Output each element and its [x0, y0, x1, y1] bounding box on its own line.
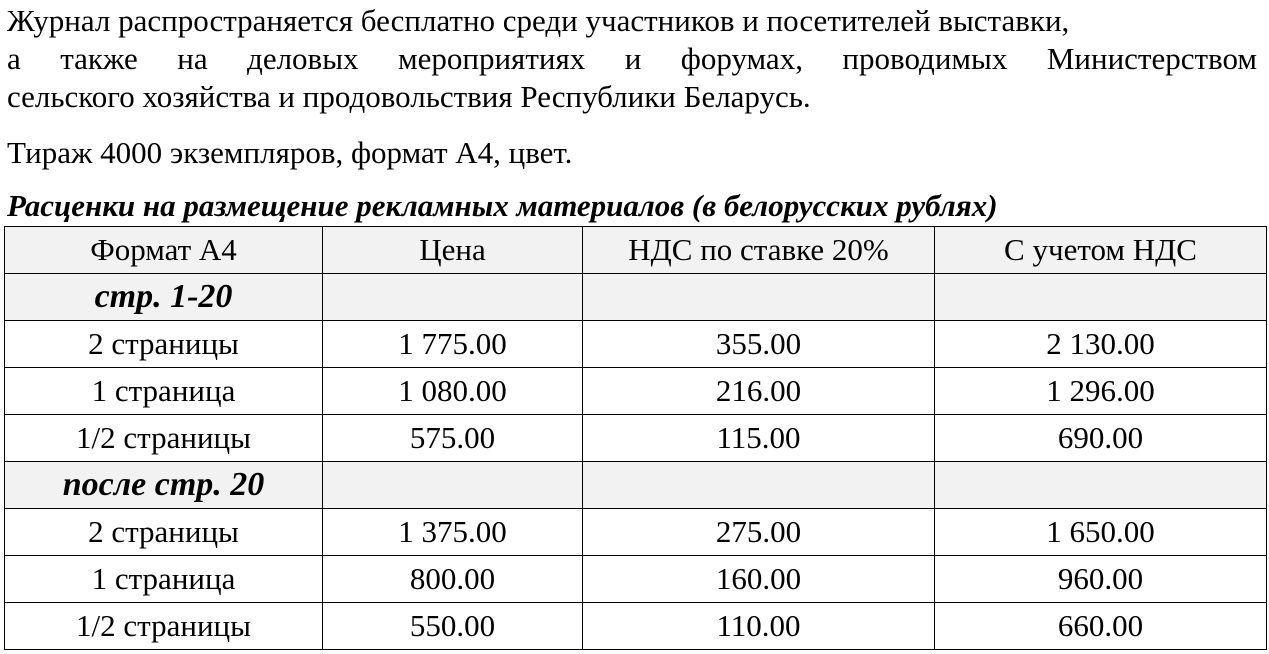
cell-total: 2 130.00	[935, 321, 1267, 368]
cell-vat: 216.00	[583, 368, 935, 415]
table-title: Расценки на размещение рекламных материалов (в белорусских рублях)	[7, 188, 998, 223]
cell-format: 1/2 страницы	[5, 415, 323, 462]
circulation-text: Тираж 4000 экземпляров, формат А4, цвет.	[7, 135, 573, 170]
cell-total: 1 296.00	[935, 368, 1267, 415]
intro-paragraph	[7, 2, 1257, 116]
cell-vat: 110.00	[583, 603, 935, 650]
table-row	[5, 368, 1267, 415]
section-label: стр. 1-20	[5, 274, 323, 321]
price-table	[4, 226, 1267, 650]
header-vat: НДС по ставке 20%	[583, 227, 935, 274]
section-empty-cell	[323, 274, 583, 321]
intro-line-1: Журнал распространяется бесплатно среди участников и посетителей выставки,	[7, 3, 1070, 38]
table-row	[5, 556, 1267, 603]
section-empty-cell	[935, 274, 1267, 321]
table-row	[5, 509, 1267, 556]
cell-price: 1 375.00	[323, 509, 583, 556]
intro-line-2: а также на деловых мероприятиях и форумах, проводимых Министерством	[7, 41, 1257, 76]
cell-price: 1 080.00	[323, 368, 583, 415]
cell-price: 550.00	[323, 603, 583, 650]
cell-total: 690.00	[935, 415, 1267, 462]
cell-format: 1 страница	[5, 368, 323, 415]
cell-vat: 275.00	[583, 509, 935, 556]
cell-price: 1 775.00	[323, 321, 583, 368]
cell-vat: 355.00	[583, 321, 935, 368]
header-price: Цена	[323, 227, 583, 274]
cell-vat: 160.00	[583, 556, 935, 603]
cell-total: 660.00	[935, 603, 1267, 650]
table-row	[5, 321, 1267, 368]
intro-line-3: сельского хозяйства и продовольствия Республики Беларусь.	[7, 79, 811, 114]
header-format: Формат А4	[5, 227, 323, 274]
cell-format: 1/2 страницы	[5, 603, 323, 650]
section-empty-cell	[583, 274, 935, 321]
cell-price: 800.00	[323, 556, 583, 603]
section-row-after-page-20	[5, 462, 1267, 509]
cell-format: 1 страница	[5, 556, 323, 603]
section-empty-cell	[323, 462, 583, 509]
table-row	[5, 603, 1267, 650]
cell-total: 1 650.00	[935, 509, 1267, 556]
cell-total: 960.00	[935, 556, 1267, 603]
section-empty-cell	[935, 462, 1267, 509]
cell-price: 575.00	[323, 415, 583, 462]
cell-format: 2 страницы	[5, 509, 323, 556]
table-header-row	[5, 227, 1267, 274]
section-empty-cell	[583, 462, 935, 509]
cell-format: 2 страницы	[5, 321, 323, 368]
table-row	[5, 415, 1267, 462]
header-total: С учетом НДС	[935, 227, 1267, 274]
section-label: после стр. 20	[5, 462, 323, 509]
cell-vat: 115.00	[583, 415, 935, 462]
section-row-pages-1-20	[5, 274, 1267, 321]
